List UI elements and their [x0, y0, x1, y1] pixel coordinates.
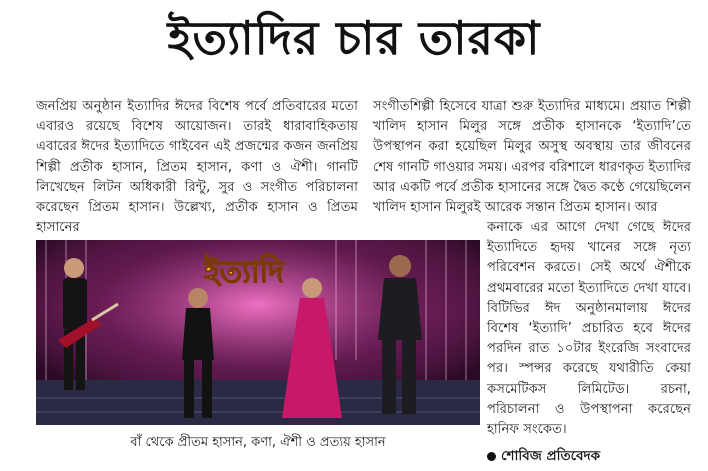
article-right-column-bottom: [487, 218, 691, 440]
byline: [487, 447, 600, 465]
photo-caption: বাঁ থেকে প্রীতম হাসান, কণা, ঐশী ও প্রত্যয় হাসান: [130, 435, 386, 450]
stage-photo-illustration: [36, 240, 480, 425]
headline: ইত্যাদির চার তারকা: [167, 11, 541, 65]
bullet-icon: [487, 452, 496, 461]
article-paragraph: কনাকে এর আগে দেখা গেছে ঈদের ইত্যাদিতে হৃদয় খানের সঙ্গে নৃত্য পরিবেশন করতে। সেই অর্থে ঐশীকে প্রথমবারের মতো ইত্যাদিতে দেখা যাবে। বিটিভির ঈদ অনুষ্ঠানমালায় ঈদের বিশেষ ‘ইত্যাদি’ প্রচারিত হবে ঈদের পরদিন রাত ১০টার ইংরেজি সংবাদের পর। স্পন্সর করেছে যথারীতি কেয়া কসমেটিকস লিমিটেড। রচনা, পরিচালনা ও উপস্থাপনা করেছেন হানিফ সংকেত।: [487, 220, 691, 438]
article-right-column-top: [373, 97, 691, 218]
byline-text: শোবিজ প্রতিবেদক: [501, 448, 601, 464]
article-paragraph: সংগীতশিল্পী হিসেবে যাত্রা শুরু ইত্যাদির মাধ্যমে। প্রয়াত শিল্পী খালিদ হাসান মিলুর সঙ্গে প্রতীক হাসানকে ‘ইত্যাদি’তে উপস্থাপন করা হয়েছিল মিলুর অসুস্থ অবস্থায় তার জীবনের শেষ গানটি গাওয়ার সময়। এরপর বরিশালে ধারণকৃত ইত্যাদির আর একটি পর্বে প্রতীক হাসানের সঙ্গে দ্বৈত কণ্ঠে গেয়েছিলেন খালিদ হাসান মিলুরই আরেক সন্তান প্রিতম হাসান। আর: [373, 99, 691, 216]
show-logo: ইত্যাদি: [204, 255, 284, 290]
stage-photo: [36, 240, 480, 425]
article-paragraph: জনপ্রিয় অনুষ্ঠান ইত্যাদির ঈদের বিশেষ পর্বে প্রতিবারের মতো এবারও রয়েছে বিশেষ আয়োজন। তারই ধারাবাহিকতায় এবারের ঈদের ইত্যাদিতে গাইবেন এই প্রজন্মের কজন জনপ্রিয় শিল্পী প্রতীক হাসান, প্রিতম হাসান, কণা ও ঐশী। গানটি লিখেছেন লিটন অধিকারী রিন্টু, সুর ও সংগীত পরিচালনা করেছেন প্রিতম হাসান। উল্লেখ্য, প্রতীক হাসান ও প্রিতম হাসানের: [36, 99, 358, 236]
article-left-column: [36, 97, 358, 238]
